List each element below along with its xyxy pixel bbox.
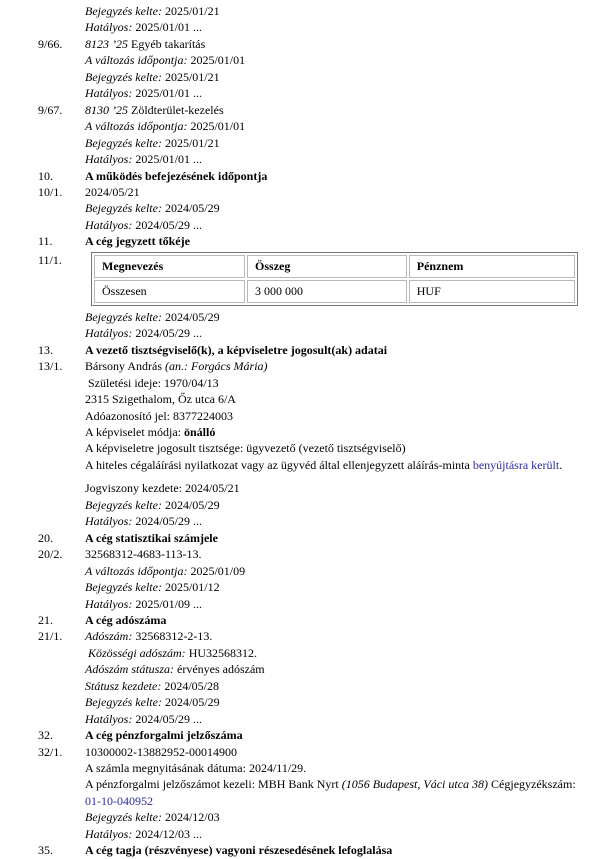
doc-row — [0, 85, 600, 101]
doc-row — [0, 217, 600, 233]
row-content — [85, 37, 205, 51]
item-number: 9/66. — [38, 36, 63, 51]
text-segment: (an.: Forgács Mária) — [165, 359, 268, 374]
item-number: 32/1. — [38, 744, 63, 759]
doc-row — [0, 408, 600, 424]
doc-row — [0, 596, 600, 612]
table-header-row — [94, 255, 575, 278]
doc-row — [0, 480, 600, 496]
row-content — [85, 86, 202, 100]
text-segment: Bejegyzés kelte: — [85, 309, 162, 324]
item-number: 10/1. — [38, 184, 63, 199]
text-segment: A hiteles cégaláírási nyilatkozat vagy az ügyvéd által ellenjegyzett aláírás-minta — [85, 457, 473, 472]
text-segment: 2024/05/29 ... — [132, 514, 202, 529]
row-content — [85, 498, 220, 512]
row-content — [85, 326, 202, 340]
doc-row — [0, 842, 600, 858]
doc-row — [0, 744, 600, 760]
text-segment: A pénzforgalmi jelzőszámot kezeli: MBH Bank Nyrt — [85, 777, 342, 792]
row-content — [85, 646, 257, 660]
row-content — [85, 136, 220, 150]
row-content — [85, 827, 202, 841]
text-segment: 2024/05/28 — [161, 678, 219, 693]
registry-link[interactable]: 01-10-040952 — [85, 793, 153, 808]
row-content — [85, 629, 212, 643]
item-number: 11. — [38, 234, 53, 249]
doc-row — [0, 168, 600, 184]
row-content — [85, 794, 153, 808]
text-segment: Bejegyzés kelte: — [85, 810, 162, 825]
text-segment: 2025/01/21 — [161, 135, 220, 150]
doc-row — [0, 102, 600, 118]
text-segment: Egyéb takarítás — [128, 36, 206, 51]
table-header-cell: Megnevezés — [94, 255, 245, 278]
row-content — [85, 20, 202, 34]
text-segment: Jogviszony kezdete: 2024/05/21 — [85, 481, 240, 496]
text-segment: 2024/05/29 ... — [132, 326, 202, 341]
text-segment: 2024/12/03 — [161, 810, 220, 825]
doc-row — [0, 579, 600, 595]
row-content — [85, 425, 215, 439]
item-number: 21/1. — [38, 629, 63, 644]
table-header-cell: Pénznem — [409, 255, 575, 278]
text-segment: Hatályos: — [85, 152, 133, 167]
text-segment: 2024/05/29 — [161, 497, 220, 512]
doc-row — [0, 3, 600, 19]
row-content — [85, 761, 306, 775]
doc-row — [0, 563, 600, 579]
text-segment: Bejegyzés kelte: — [85, 201, 162, 216]
doc-row — [0, 497, 600, 513]
text-segment: A változás időpontja: — [85, 53, 188, 68]
doc-row — [0, 678, 600, 694]
doc-row — [0, 645, 600, 661]
row-content — [85, 481, 240, 495]
text-segment: Adószám: — [85, 629, 133, 644]
text-segment: (1056 Budapest, Váci utca 38) — [341, 777, 489, 792]
text-segment: Születési ideje: 1970/04/13 — [85, 375, 219, 390]
doc-row — [0, 826, 600, 842]
text-segment: Hatályos: — [85, 596, 133, 611]
doc-row — [0, 612, 600, 628]
item-number: 32. — [38, 728, 53, 743]
item-number: 10. — [38, 168, 53, 183]
item-number: 20/2. — [38, 547, 63, 562]
row-content — [85, 679, 219, 693]
row-content — [85, 201, 220, 215]
row-content — [85, 103, 224, 117]
text-segment: 2025/01/21 — [161, 69, 220, 84]
text-segment: 2025/01/12 — [161, 580, 220, 595]
doc-row — [0, 546, 600, 562]
text-segment: Zöldterület-kezelés — [128, 102, 224, 117]
doc-row — [0, 513, 600, 529]
text-segment: önálló — [183, 424, 216, 439]
doc-row — [0, 694, 600, 710]
doc-row — [0, 727, 600, 743]
item-number: 9/67. — [38, 102, 63, 117]
text-segment: Bejegyzés kelte: — [85, 580, 162, 595]
text-segment: 2025/01/01 ... — [132, 20, 202, 35]
doc-row — [0, 342, 600, 358]
text-segment: A cég jegyzett tőkéje — [85, 234, 190, 249]
row-content — [85, 359, 268, 373]
doc-row — [0, 325, 600, 341]
doc-row — [0, 809, 600, 825]
row-content — [85, 514, 202, 528]
row-content — [85, 441, 406, 455]
text-segment: Adóazonosító jel: 8377224003 — [85, 408, 233, 423]
row-content — [85, 119, 245, 133]
row-content — [85, 392, 236, 406]
text-segment: 2024/05/21 — [85, 184, 140, 199]
row-content — [85, 218, 202, 232]
doc-row — [0, 118, 600, 134]
paragraph-gap — [0, 473, 600, 480]
row-content — [85, 169, 267, 183]
text-segment: Hatályos: — [85, 217, 133, 232]
row-content — [85, 70, 220, 84]
text-segment: 2025/01/01 ... — [132, 86, 202, 101]
text-segment: Bejegyzés kelte: — [85, 695, 162, 710]
doc-row — [0, 184, 600, 200]
text-segment: Bársony András — [85, 359, 165, 374]
text-segment: 8130 ’25 — [85, 102, 128, 117]
text-segment: Hatályos: — [85, 326, 133, 341]
text-segment: A vezető tisztségviselő(k), a képviseletre jogosult(ak) adatai — [85, 342, 388, 357]
doc-row — [0, 69, 600, 85]
doc-row — [0, 760, 600, 776]
text-segment: . — [559, 457, 563, 472]
row-content — [85, 531, 218, 545]
row-content — [85, 843, 392, 857]
item-number: 11/1. — [38, 252, 62, 267]
text-segment: Adószám státusza: — [85, 662, 175, 677]
text-segment: Státusz kezdete: — [85, 678, 162, 693]
row-content — [85, 53, 245, 67]
table-cell: Összesen — [94, 280, 245, 303]
doc-row — [0, 424, 600, 440]
text-segment: 2024/05/29 — [161, 695, 220, 710]
row-content — [85, 458, 562, 472]
text-segment: Bejegyzés kelte: — [85, 135, 162, 150]
row-content — [85, 613, 166, 627]
text-segment: A cég statisztikai számjele — [85, 530, 218, 545]
doc-row — [0, 52, 600, 68]
text-segment: A működés befejezésének időpontja — [85, 168, 268, 183]
row-content — [85, 152, 202, 166]
text-segment: Bejegyzés kelte: — [85, 69, 162, 84]
doc-row — [0, 391, 600, 407]
text-segment: A cég adószáma — [85, 612, 167, 627]
table-cell: 3 000 000 — [247, 280, 407, 303]
text-segment: 32568312-4683-113-13. — [85, 547, 202, 562]
doc-row — [0, 661, 600, 677]
item-number: 13/1. — [38, 359, 63, 374]
table-header-cell: Összeg — [247, 255, 407, 278]
doc-row — [0, 309, 600, 325]
text-segment: 2025/01/01 — [187, 119, 246, 134]
text-segment: 2025/01/21 — [161, 4, 220, 18]
table-row — [94, 280, 575, 303]
text-segment: 2025/01/01 ... — [132, 152, 202, 167]
row-content — [85, 745, 237, 759]
doc-row — [0, 135, 600, 151]
text-segment: Cégjegyzékszám: — [488, 777, 576, 792]
doc-row — [0, 628, 600, 644]
text-segment: 2025/01/01 — [187, 53, 246, 68]
doc-row — [0, 358, 600, 374]
row-content — [85, 310, 220, 324]
doc-row — [0, 233, 600, 249]
text-segment: Hatályos: — [85, 86, 133, 101]
doc-row — [0, 375, 600, 391]
text-segment: A számla megnyitásának dátuma: 2024/11/29. — [85, 761, 307, 776]
text-segment: 10300002-13882952-00014900 — [85, 744, 237, 759]
text-segment: A változás időpontja: — [85, 119, 188, 134]
row-content — [85, 343, 387, 357]
text-segment: A képviseletre jogosult tisztsége: ügyvezető (vezető tisztségviselő) — [85, 441, 406, 456]
row-content — [85, 728, 243, 742]
share-capital-table — [91, 252, 578, 306]
item-number: 13. — [38, 342, 53, 357]
row-content — [85, 564, 245, 578]
text-segment: A képviselet módja: — [85, 424, 184, 439]
text-segment: 2024/12/03 ... — [132, 826, 202, 841]
text-segment: Közösségi adószám: — [85, 645, 186, 660]
item-number: 21. — [38, 612, 53, 627]
row-content — [85, 712, 202, 726]
text-segment: 2024/05/29 ... — [132, 217, 202, 232]
row-content — [85, 810, 220, 824]
row-content — [85, 185, 140, 199]
row-content — [85, 4, 220, 18]
text-segment: 2024/05/29 ... — [132, 711, 202, 726]
doc-row — [0, 457, 600, 473]
text-segment: A cég tagja (részvényese) vagyoni részesedésének lefoglalása — [85, 843, 393, 858]
text-segment: 2025/01/09 ... — [132, 596, 202, 611]
doc-row — [0, 793, 600, 809]
doc-row — [0, 252, 600, 306]
item-number: 20. — [38, 530, 53, 545]
doc-row — [0, 711, 600, 727]
doc-row — [0, 440, 600, 456]
text-segment: Hatályos: — [85, 711, 133, 726]
text-segment: érvényes adószám — [174, 662, 265, 677]
text-segment: Bejegyzés kelte: — [85, 4, 162, 18]
row-content — [85, 234, 190, 248]
doc-row — [0, 36, 600, 52]
row-content — [85, 597, 202, 611]
doc-row — [0, 776, 600, 792]
doc-row — [0, 19, 600, 35]
text-segment: HU32568312. — [185, 645, 258, 660]
text-segment: A cég pénzforgalmi jelzőszáma — [85, 728, 243, 743]
doc-row — [0, 200, 600, 216]
text-segment: 2315 Szigethalom, Őz utca 6/A — [85, 392, 236, 407]
row-content — [85, 662, 265, 676]
text-segment: Hatályos: — [85, 514, 133, 529]
row-content — [85, 376, 219, 390]
text-segment: 2025/01/09 — [187, 563, 246, 578]
text-segment: 8123 ’25 — [85, 36, 128, 51]
text-segment: Bejegyzés kelte: — [85, 497, 162, 512]
row-content — [85, 547, 202, 561]
text-segment: A változás időpontja: — [85, 563, 188, 578]
text-segment: 2024/05/29 — [161, 201, 220, 216]
registry-link[interactable]: benyújtásra került — [472, 457, 560, 472]
doc-row — [0, 151, 600, 167]
text-segment: 2024/05/29 — [161, 309, 220, 324]
text-segment: 32568312-2-13. — [132, 629, 213, 644]
doc-row — [0, 530, 600, 546]
table-cell: HUF — [409, 280, 575, 303]
row-content — [85, 409, 233, 423]
row-content — [85, 777, 576, 791]
row-content — [85, 695, 220, 709]
text-segment: Hatályos: — [85, 20, 133, 35]
item-number: 35. — [38, 843, 53, 858]
row-content — [85, 580, 220, 594]
text-segment: Hatályos: — [85, 826, 133, 841]
